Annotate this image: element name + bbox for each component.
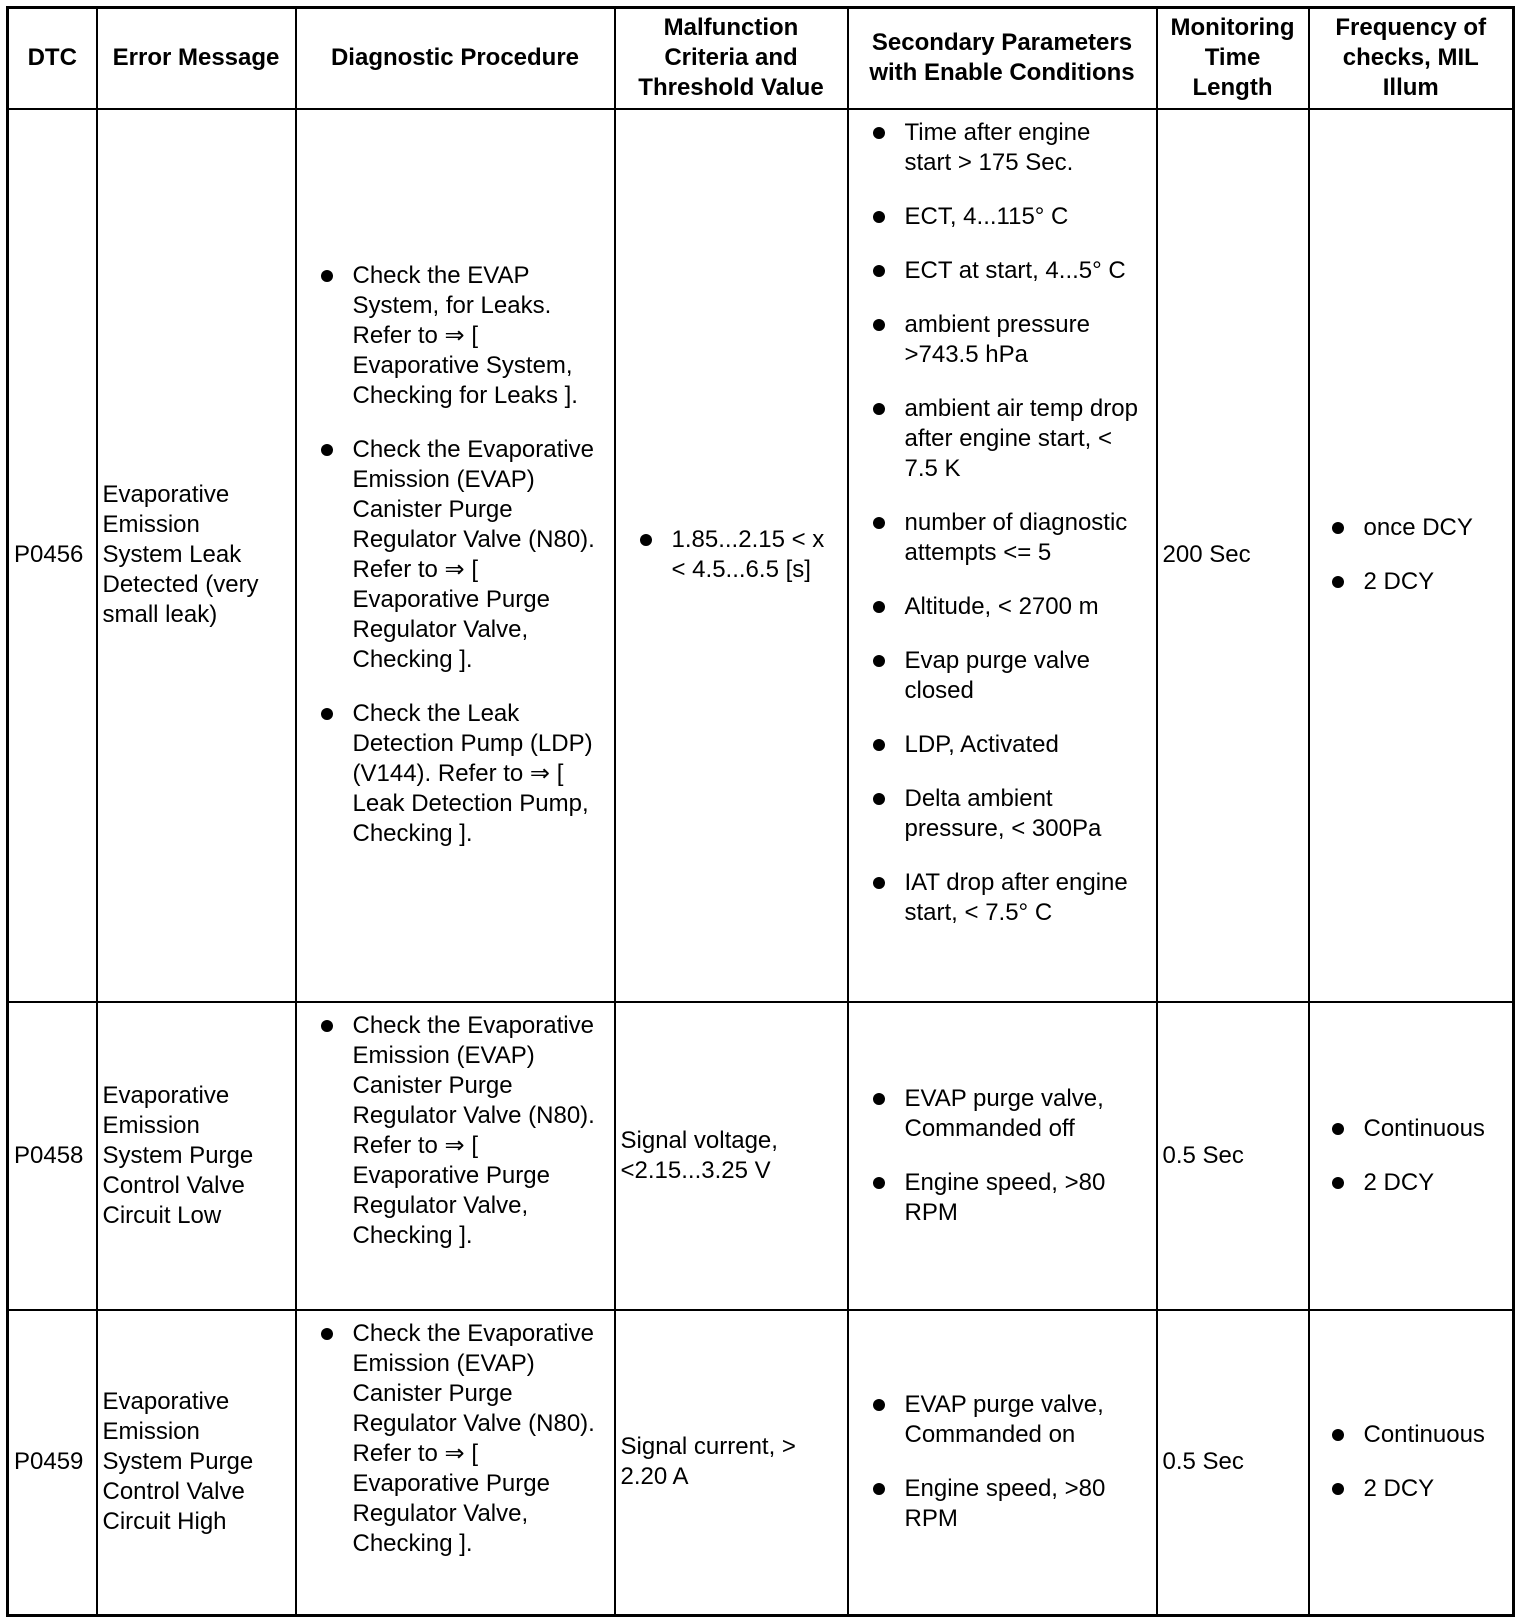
secondary-item [849,1084,1156,1144]
column-header-dtc: DTC [8,8,97,109]
secondary-item [849,508,1156,568]
frequency-text: 2 DCY [1363,568,1435,595]
error-message-cell [97,1002,296,1310]
monitoring-time: 0.5 Sec [1162,1448,1244,1476]
column-header-malfunction-criteria: Malfunction Criteria and Threshold Value [615,8,848,109]
criteria-list [616,525,847,585]
column-header-monitoring-time: Monitoring Time Length [1157,8,1309,109]
dtc-cell [8,1002,97,1310]
column-header-error-message: Error Message [97,8,296,109]
criteria-cell [615,109,848,1002]
dtc-table [6,6,1515,1617]
procedure-list [297,1319,614,1559]
column-header-secondary-parameters: Secondary Parameters with Enable Conditions [848,8,1157,109]
secondary-text: Time after engine start > 175 Sec. [904,118,1091,176]
monitoring-time-cell [1157,1310,1309,1616]
criteria-cell [615,1002,848,1310]
column-header-frequency: Frequency of checks, MIL Illum [1309,8,1514,109]
secondary-item [849,394,1156,484]
monitoring-time: 0.5 Sec [1162,1141,1244,1169]
dtc-code: P0456 [14,541,84,568]
bullet-icon [873,319,885,331]
bullet-icon [873,517,885,529]
frequency-text: Continuous [1363,1114,1485,1142]
criteria-text: 1.85...2.15 < x < 4.5...6.5 [s] [671,526,825,583]
secondary-parameters-cell [848,1310,1157,1616]
procedure-item [297,435,614,675]
procedure-text: Check the Evaporative Emission (EVAP) Canister Purge Regulator Valve (N80). Refer to ⇒ [ Evaporative Purge Regulator Valve, Checking ]. [352,436,595,673]
frequency-list [1310,1420,1513,1504]
bullet-icon [873,1483,885,1495]
procedure-list [297,261,614,849]
bullet-icon [873,265,885,277]
procedure-list [297,1011,614,1251]
secondary-text: EVAP purge valve, Commanded on [904,1391,1104,1449]
secondary-text: Engine speed, >80 RPM [904,1168,1106,1226]
procedure-item [297,261,614,411]
secondary-text: ambient air temp drop after engine start, < 7.5 K [904,394,1138,482]
procedure-text: Check the EVAP System, for Leaks. Refer to ⇒ [ Evaporative System, Checking for Leaks ]. [352,262,578,409]
secondary-parameters-cell [848,109,1157,1002]
frequency-item [1310,567,1513,597]
bullet-icon [873,127,885,139]
bullet-icon [1332,522,1344,534]
secondary-item [849,1474,1156,1534]
frequency-item [1310,1420,1513,1450]
procedure-text: Check the Leak Detection Pump (LDP) (V144). Refer to ⇒ [ Leak Detection Pump, Checking ]. [352,700,593,847]
frequency-list [1310,1114,1513,1198]
secondary-parameters-cell [848,1002,1157,1310]
dtc-cell [8,1310,97,1616]
procedure-text: Check the Evaporative Emission (EVAP) Canister Purge Regulator Valve (N80). Refer to ⇒ [ Evaporative Purge Regulator Valve, Checking ]. [352,1319,595,1557]
procedure-item [297,699,614,849]
criteria-cell [615,1310,848,1616]
bullet-icon [640,534,652,546]
bullet-icon [873,877,885,889]
error-message-cell [97,1310,296,1616]
table-row [8,109,1514,1002]
error-message: Evaporative Emission System Purge Control Valve Circuit Low [102,1081,254,1229]
secondary-text: Evap purge valve closed [904,646,1090,704]
procedure-cell [296,1310,615,1616]
bullet-icon [873,1177,885,1189]
frequency-text: 2 DCY [1363,1168,1435,1196]
secondary-item [849,646,1156,706]
secondary-list [849,1390,1156,1534]
frequency-cell [1309,1310,1514,1616]
bullet-icon [321,444,333,456]
secondary-item [849,868,1156,928]
secondary-text: EVAP purge valve, Commanded off [904,1084,1104,1142]
monitoring-time-cell [1157,109,1309,1002]
criteria-text: Signal current, > 2.20 A [620,1433,796,1491]
bullet-icon [873,655,885,667]
column-header-diagnostic-procedure: Diagnostic Procedure [296,8,615,109]
frequency-text: Continuous [1363,1421,1485,1449]
procedure-cell [296,1002,615,1310]
bullet-icon [873,1399,885,1411]
bullet-icon [873,211,885,223]
criteria-text: Signal voltage, <2.15...3.25 V [620,1126,778,1184]
dtc-code: P0459 [14,1448,84,1476]
secondary-text: ambient pressure >743.5 hPa [904,310,1090,368]
frequency-item [1310,513,1513,543]
dtc-code: P0458 [14,1141,84,1169]
bullet-icon [1332,1483,1344,1495]
frequency-item [1310,1114,1513,1144]
bullet-icon [1332,1123,1344,1135]
bullet-icon [1332,1429,1344,1441]
procedure-item [297,1319,614,1559]
bullet-icon [321,1328,333,1340]
frequency-list [1310,513,1513,597]
secondary-text: number of diagnostic attempts <= 5 [904,508,1128,566]
bullet-icon [1332,576,1344,588]
criteria-item [616,525,847,585]
secondary-text: ECT, 4...115° C [904,202,1069,230]
error-message-cell [97,109,296,1002]
bullet-icon [873,739,885,751]
frequency-cell [1309,1002,1514,1310]
table-row [8,1310,1514,1616]
monitoring-time-cell [1157,1002,1309,1310]
secondary-item [849,118,1156,178]
secondary-text: Delta ambient pressure, < 300Pa [904,784,1102,842]
bullet-icon [321,708,333,720]
secondary-text: LDP, Activated [904,730,1059,758]
bullet-icon [321,270,333,282]
secondary-text: IAT drop after engine start, < 7.5° C [904,868,1128,926]
procedure-cell [296,109,615,1002]
secondary-item [849,1168,1156,1228]
secondary-item [849,310,1156,370]
header-row [8,8,1514,109]
error-message: Evaporative Emission System Leak Detected (very small leak) [102,481,259,628]
bullet-icon [873,403,885,415]
frequency-item [1310,1474,1513,1504]
bullet-icon [321,1020,333,1032]
monitoring-time: 200 Sec [1162,541,1251,568]
frequency-cell [1309,109,1514,1002]
secondary-item [849,784,1156,844]
bullet-icon [873,1093,885,1105]
secondary-item [849,592,1156,622]
secondary-item [849,202,1156,232]
secondary-text: ECT at start, 4...5° C [904,256,1126,284]
bullet-icon [873,601,885,613]
secondary-item [849,1390,1156,1450]
bullet-icon [873,793,885,805]
secondary-item [849,256,1156,286]
secondary-text: Engine speed, >80 RPM [904,1475,1106,1533]
table-row [8,1002,1514,1310]
frequency-text: 2 DCY [1363,1475,1435,1503]
secondary-list [849,1084,1156,1228]
dtc-cell [8,109,97,1002]
frequency-item [1310,1168,1513,1198]
secondary-text: Altitude, < 2700 m [904,592,1099,620]
procedure-item [297,1011,614,1251]
secondary-item [849,730,1156,760]
procedure-text: Check the Evaporative Emission (EVAP) Canister Purge Regulator Valve (N80). Refer to ⇒ [ Evaporative Purge Regulator Valve, Checking ]. [352,1011,595,1249]
bullet-icon [1332,1177,1344,1189]
secondary-list [849,118,1156,928]
frequency-text: once DCY [1363,514,1473,541]
error-message: Evaporative Emission System Purge Control Valve Circuit High [102,1388,254,1536]
